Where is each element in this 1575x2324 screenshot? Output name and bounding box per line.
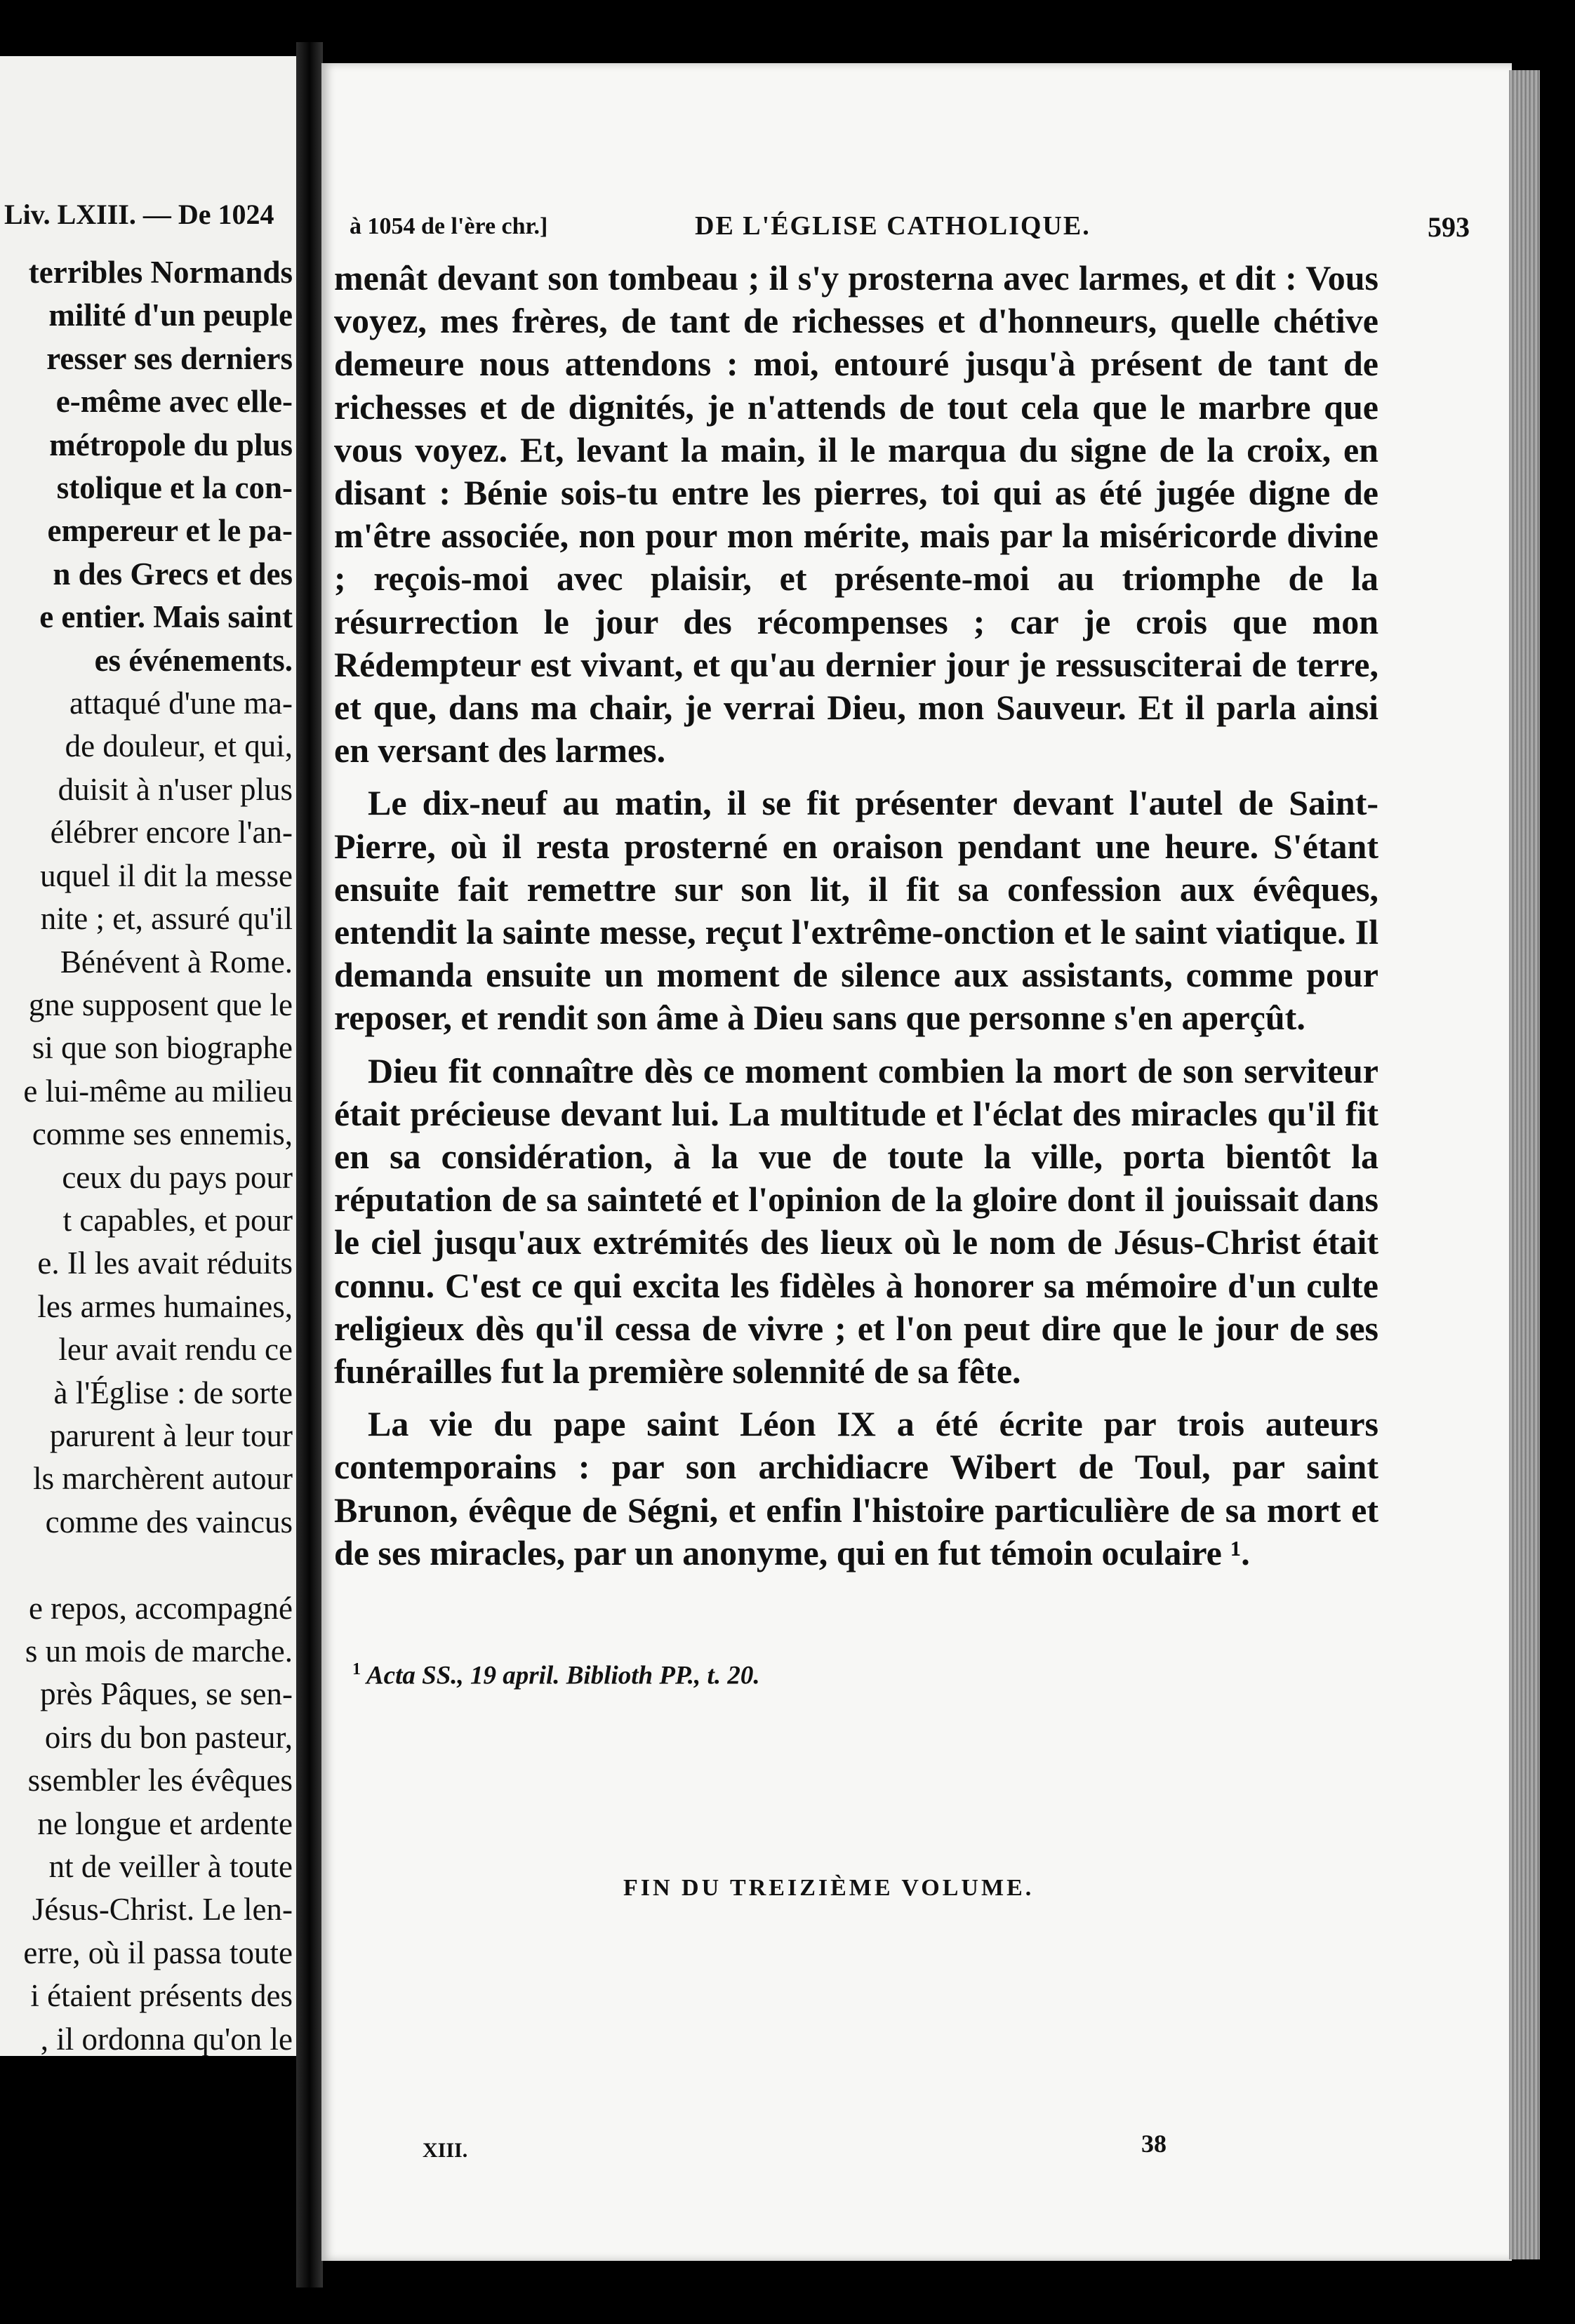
left-line: e lui-même au milieu [23, 1073, 293, 1109]
left-line: s un mois de marche. [25, 1633, 293, 1669]
paragraph: La vie du pape saint Léon IX a été écrite par trois auteurs contemporains : par son archidiacre Wibert de Toul, par saint Brunon, évêque de Ségni, et enfin l'histoire particulière de sa mort et de ses miracles, par un anonyme, qui en fut témoin oculaire ¹. [334, 1404, 1378, 1572]
left-line: à l'Église : de sorte [53, 1375, 293, 1410]
signature-mark: XIII. [423, 2139, 468, 2162]
left-line: ceux du pays pour [62, 1159, 293, 1195]
gathering-number: 38 [1141, 2130, 1167, 2158]
left-line: duisit à n'user plus [58, 771, 293, 807]
left-line: ls marchèrent autour [33, 1461, 293, 1497]
left-line: uquel il dit la messe [40, 857, 293, 893]
left-line: de douleur, et qui, [65, 728, 293, 764]
left-line: oirs du bon pasteur, [44, 1719, 293, 1755]
left-line: gne supposent que le [28, 987, 293, 1022]
running-head [350, 211, 1470, 253]
left-line: leur avait rendu ce [58, 1332, 293, 1368]
left-line: e entier. Mais saint [39, 599, 293, 635]
left-line: i étaient présents des [30, 1978, 293, 2014]
left-line: comme des vaincus [45, 1504, 293, 1540]
running-head-title: DE L'ÉGLISE CATHOLIQUE. [695, 211, 1091, 241]
paragraph: Dieu fit connaître dès ce moment combien la mort de son serviteur était précieuse devant lui. La multitude et l'éclat des miracles qu'il fit en sa considération, à la vue de toute la ville, porta bientôt la réputation de sa sainteté et l'opinion de la gloire dont il jouissait dans le ciel jusqu'aux extrémités des lieux où le nom de Jésus-Christ était connu. C'est ce qui excita les fidèles à honorer sa mémoire d'un culte religieux dès qu'il cessa de vivre ; et l'on peut dire que le jour de ses funérailles fut la première solennité de sa fête. [334, 1050, 1378, 1391]
left-line: près Pâques, se sen- [40, 1676, 293, 1712]
right-page [321, 63, 1512, 2261]
left-line: resser ses derniers [46, 340, 293, 376]
left-line: attaqué d'une ma- [69, 686, 293, 721]
left-line: empereur et le pa- [47, 513, 293, 549]
footnote-marker: 1 [352, 1660, 361, 1678]
page-edge [1509, 70, 1540, 2259]
page-number: 593 [1428, 211, 1470, 243]
left-line: si que son biographe [32, 1030, 293, 1066]
left-line: ne longue et ardente [37, 1805, 293, 1841]
left-line: es événements. [94, 642, 293, 678]
left-line: comme ses ennemis, [32, 1116, 293, 1152]
left-line: élébrer encore l'an- [50, 815, 293, 850]
left-line: ssembler les évêques [27, 1763, 293, 1798]
left-line: erre, où il passa toute [23, 1935, 293, 1970]
left-line: , il ordonna qu'on le [40, 2021, 293, 2056]
binding-gutter [296, 42, 323, 2288]
left-line: nite ; et, assuré qu'il [40, 901, 293, 937]
left-line-gap [0, 1544, 293, 1587]
running-head-range: à 1054 de l'ère chr.] [350, 213, 548, 239]
paragraph: Le dix-neuf au matin, il se fit présenter devant l'autel de Saint-Pierre, où il resta prosterné en oraison pendant une heure. S'étant ensuite fait remettre sur son lit, il fit sa confession aux évêques, entendit la sainte messe, reçut l'extrême-onction et le saint viatique. Il demanda ensuite un moment de silence aux assistants, comme pour reposer, et rendit son âme à Dieu sans que personne s'en aperçût. [334, 783, 1378, 1038]
footnote-text: Acta SS., 19 april. Biblioth PP., t. 20. [366, 1661, 760, 1690]
left-line: n des Grecs et des [53, 556, 293, 592]
left-page [0, 56, 298, 2056]
body-text [334, 257, 1378, 1575]
paragraph: menât devant son tombeau ; il s'y prosterna avec larmes, et dit : Vous voyez, mes frères, de tant de richesses et d'honneurs, quelle chétive demeure nous attendons : moi, entouré jusqu'à présent de tant de richesses et de dignités, je n'attends de tout cela que le marbre que vous voyez. Et, levant la main, il le marqua du signe de la croix, en disant : Bénie sois-tu entre les pierres, toi qui as été jugée digne de m'être associée, non pour mon mérite, mais par la miséricorde divine ; reçois-moi avec plaisir, et présente-moi au triomphe de la résurrection le jour des récompenses ; car je crois que mon Rédempteur est vivant, et qu'au dernier jour je ressusciterai de terre, et que, dans ma chair, je verrai Dieu, mon Sauveur. Et il parla ainsi en versant des larmes. [334, 258, 1378, 770]
left-line: Jésus-Christ. Le len- [32, 1892, 293, 1928]
left-line: parurent à leur tour [49, 1417, 293, 1453]
left-line: stolique et la con- [56, 470, 293, 506]
left-line: e. Il les avait réduits [37, 1246, 293, 1281]
left-line: e-même avec elle- [55, 384, 293, 420]
left-line: métropole du plus [49, 427, 293, 462]
left-line: nt de veiller à toute [48, 1849, 293, 1885]
left-line: t capables, et pour [62, 1202, 293, 1238]
left-line: les armes humaines, [37, 1288, 293, 1324]
left-line: milité d'un peuple [48, 298, 293, 333]
left-running-head: Liv. LXIII. — De 1024 [4, 199, 274, 230]
left-line: terribles Normands [28, 255, 293, 290]
volume-end-mark: FIN DU TREIZIÈME VOLUME. [623, 1875, 1035, 1901]
left-line: Bénévent à Rome. [60, 944, 293, 980]
left-line: e repos, accompagné [28, 1590, 293, 1626]
footnote [352, 1660, 760, 1690]
left-page-text [0, 251, 293, 2056]
